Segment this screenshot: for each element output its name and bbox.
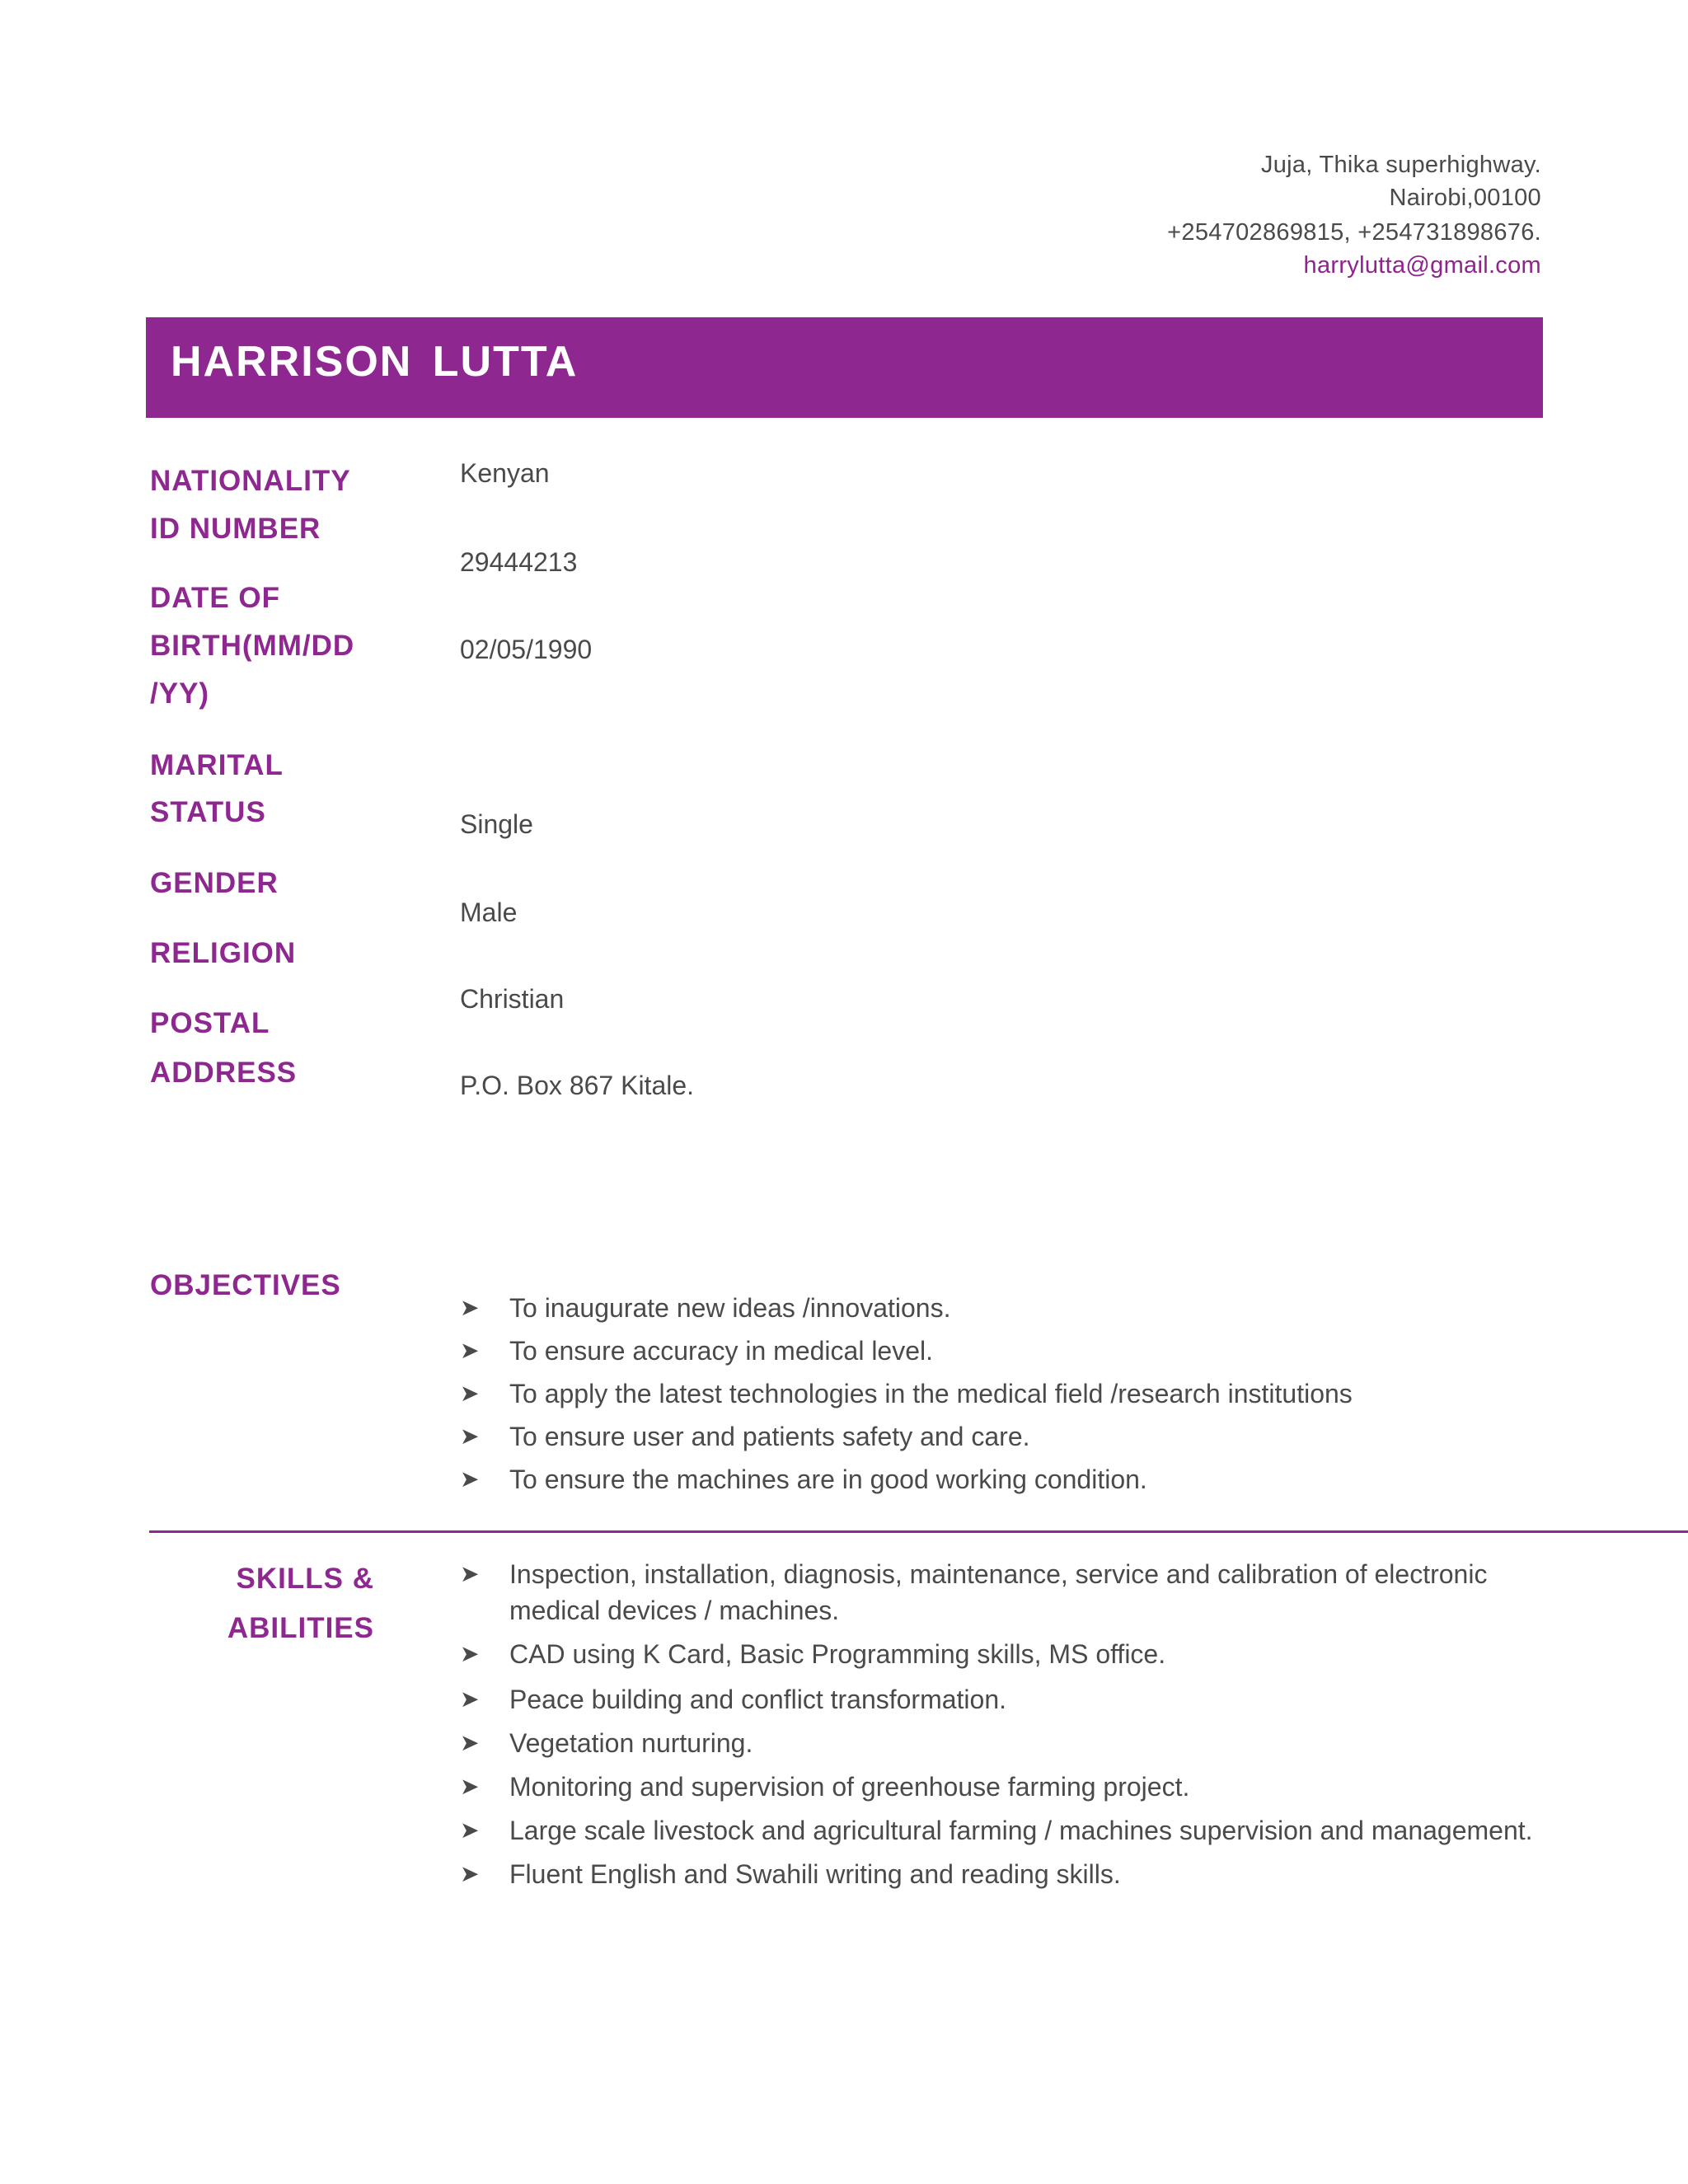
- skill-item: ➤ CAD using K Card, Basic Programming skills, MS office.: [460, 1636, 1533, 1672]
- skill-item: ➤ Inspection, installation, diagnosis, maintenance, service and calibration of electronic: [460, 1556, 1533, 1592]
- skills-list: [460, 1556, 1533, 1892]
- postal-label-line2: ADDRESS: [150, 1057, 298, 1089]
- candidate-name: HARRISON LUTTA: [171, 338, 579, 386]
- arrowhead-bullet-icon: ➤: [460, 1730, 480, 1755]
- marital-label-line2: STATUS: [150, 796, 266, 828]
- contact-phones: +254702869815, +254731898676.: [1167, 219, 1541, 246]
- nationality-value: Kenyan: [460, 458, 550, 488]
- objective-item: ➤ To ensure accuracy in medical level.: [460, 1333, 1353, 1369]
- skills-heading-line1: SKILLS &: [236, 1563, 374, 1595]
- id-number-value: 29444213: [460, 547, 578, 577]
- religion-label: RELIGION: [150, 937, 297, 969]
- dob-value: 02/05/1990: [460, 635, 593, 664]
- gender-value: Male: [460, 898, 518, 927]
- skill-item: ➤ Fluent English and Swahili writing and reading skills.: [460, 1856, 1533, 1892]
- dob-label-line1: DATE OF: [150, 582, 281, 614]
- arrowhead-bullet-icon: ➤: [460, 1295, 480, 1320]
- arrowhead-bullet-icon: ➤: [460, 1861, 480, 1886]
- section-divider: [149, 1530, 1688, 1533]
- arrowhead-bullet-icon: ➤: [460, 1380, 480, 1406]
- postal-address-value: P.O. Box 867 Kitale.: [460, 1071, 695, 1100]
- postal-label-line1: POSTAL: [150, 1007, 270, 1039]
- skill-item: ➤ Vegetation nurturing.: [460, 1725, 1533, 1761]
- marital-label-line1: MARITAL: [150, 749, 284, 781]
- objectives-heading: OBJECTIVES: [150, 1269, 341, 1301]
- id-number-label: ID NUMBER: [150, 513, 321, 545]
- religion-value: Christian: [460, 984, 565, 1014]
- arrowhead-bullet-icon: ➤: [460, 1817, 480, 1843]
- arrowhead-bullet-icon: ➤: [460, 1338, 480, 1363]
- skill-item: ➤ Large scale livestock and agricultural farming / machines supervision and management.: [460, 1812, 1533, 1849]
- dob-label-line2: BIRTH(MM/DD: [150, 630, 355, 662]
- arrowhead-bullet-icon: ➤: [460, 1561, 480, 1586]
- objective-item: ➤ To apply the latest technologies in the medical field /research institutions: [460, 1376, 1353, 1412]
- arrowhead-bullet-icon: ➤: [460, 1466, 480, 1492]
- arrowhead-bullet-icon: ➤: [460, 1686, 480, 1712]
- dob-label-line3: /YY): [150, 677, 210, 710]
- skills-heading-line2: ABILITIES: [227, 1612, 374, 1644]
- arrowhead-bullet-icon: ➤: [460, 1641, 480, 1666]
- name-banner: [146, 317, 1543, 418]
- nationality-label: NATIONALITY: [150, 465, 351, 497]
- marital-status-value: Single: [460, 809, 533, 839]
- objectives-list: [460, 1290, 1353, 1497]
- contact-address-line1: Juja, Thika superhighway.: [1260, 152, 1541, 178]
- gender-label: GENDER: [150, 867, 279, 899]
- objective-item: ➤ To ensure user and patients safety and care.: [460, 1418, 1353, 1455]
- arrowhead-bullet-icon: ➤: [460, 1423, 480, 1449]
- skill-item-continuation: medical devices / machines.: [509, 1596, 840, 1625]
- contact-email[interactable]: harrylutta@gmail.com: [1303, 252, 1541, 279]
- contact-address-line2: Nairobi,00100: [1389, 185, 1541, 211]
- arrowhead-bullet-icon: ➤: [460, 1774, 480, 1799]
- skill-item: ➤ Peace building and conflict transformation.: [460, 1681, 1533, 1718]
- skill-item: ➤ Monitoring and supervision of greenhouse farming project.: [460, 1769, 1533, 1805]
- objective-item: ➤ To inaugurate new ideas /innovations.: [460, 1290, 1353, 1326]
- objective-item: ➤ To ensure the machines are in good working condition.: [460, 1461, 1353, 1497]
